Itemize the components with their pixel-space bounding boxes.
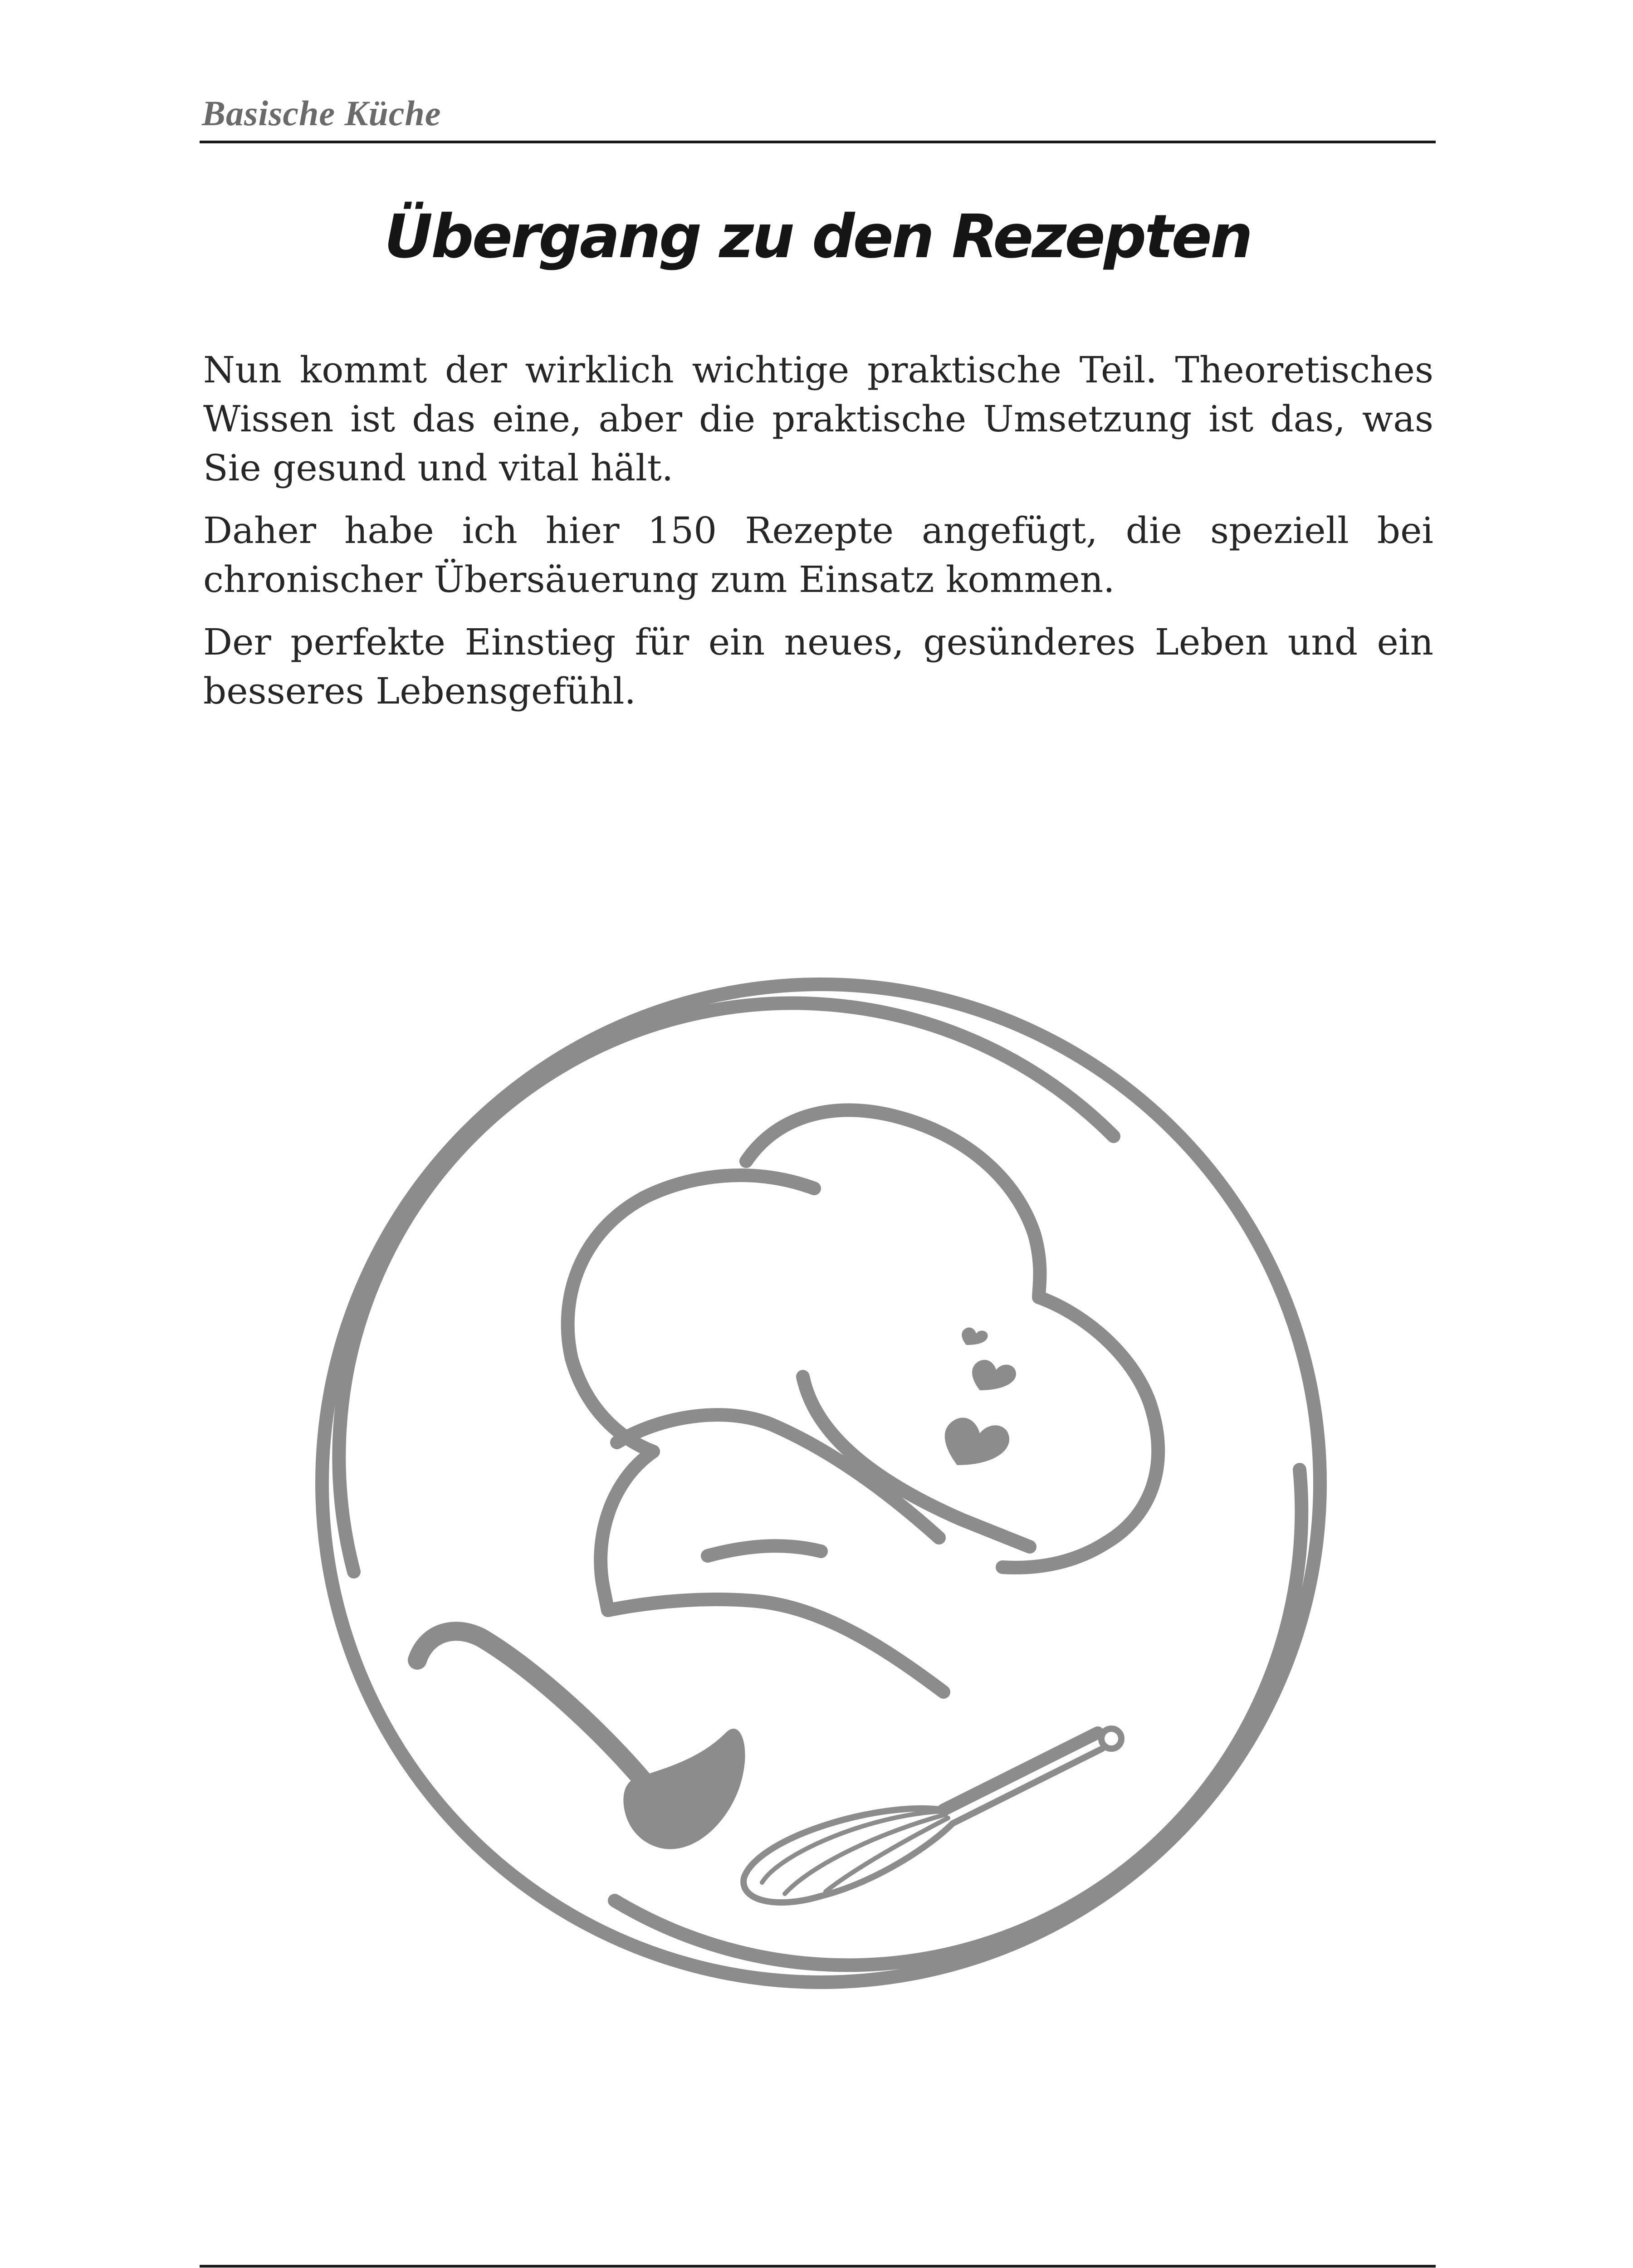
running-header: Basische Küche — [202, 93, 441, 133]
paragraph-3: Der perfekte Einstieg für ein neues, gesünderes Leben und ein besseres Lebensgefühl. — [203, 621, 1433, 712]
chapter-title: Übergang zu den Rezepten — [384, 202, 1251, 272]
footer-rule — [200, 2265, 1436, 2268]
header-rule — [200, 141, 1436, 143]
paragraph-1: Nun kommt der wirklich wichtige praktische Teil. Theoretisches Wissen ist das eine, aber die praktische Umsetzung ist das, was Sie gesund und vital hält. — [203, 349, 1433, 489]
chef-hat-plate-icon — [290, 953, 1352, 2014]
body-text — [203, 346, 1433, 729]
paragraph-2: Daher habe ich hier 150 Rezepte angefügt, die speziell bei chronischer Übersäuerung zum Einsatz kommen. — [203, 509, 1433, 601]
